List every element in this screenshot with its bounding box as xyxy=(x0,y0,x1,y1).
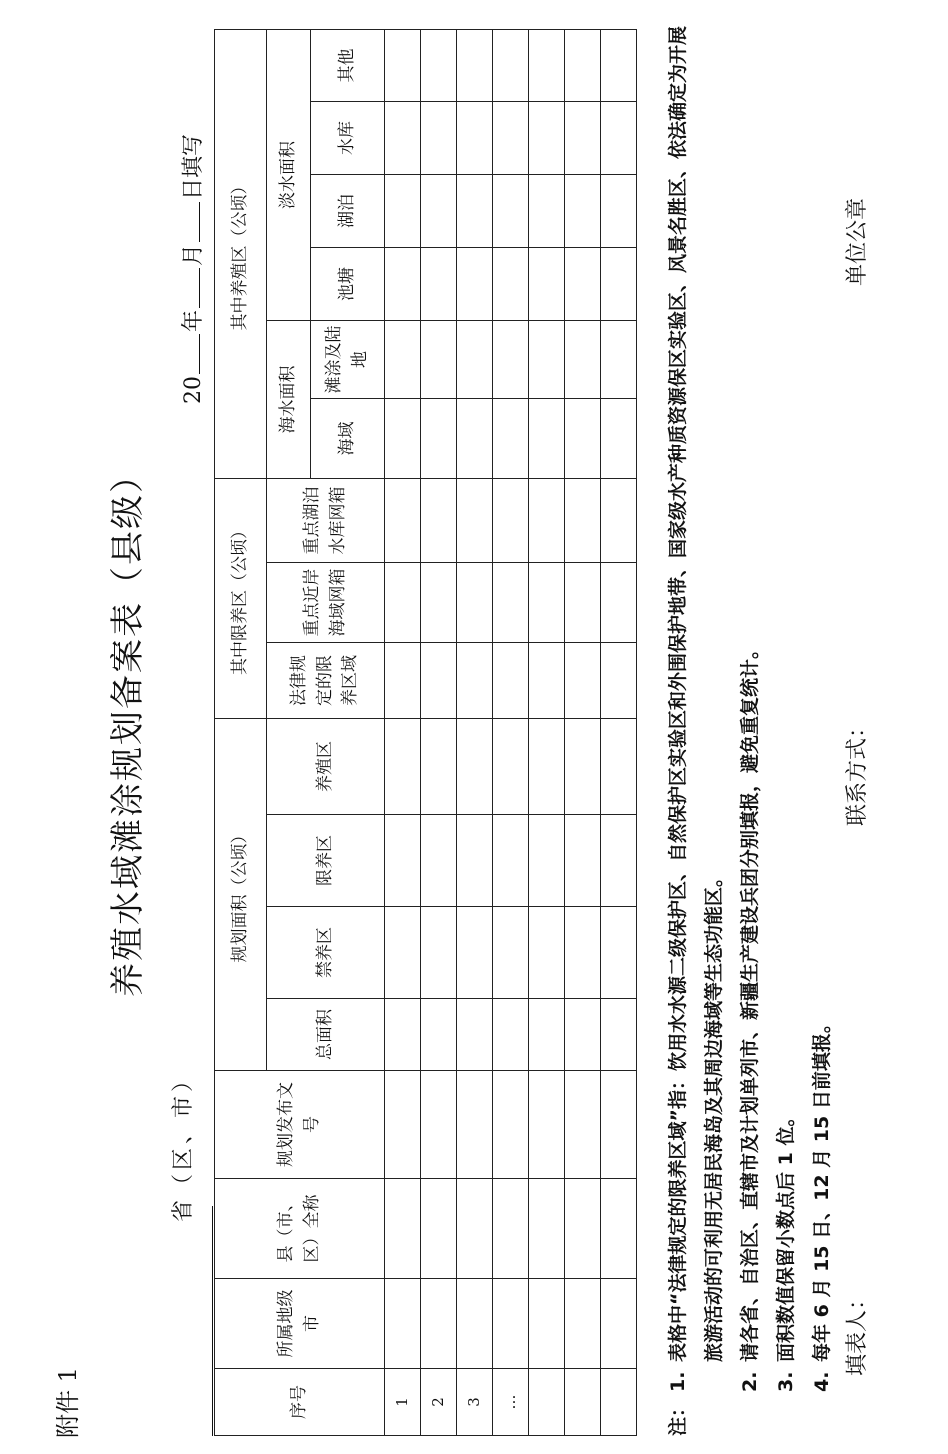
table-cell xyxy=(493,479,529,563)
table-cell xyxy=(457,719,493,815)
table-cell xyxy=(601,321,637,399)
table-row xyxy=(493,30,529,1436)
col-farming: 养殖区 xyxy=(267,719,385,815)
table-cell xyxy=(421,399,457,479)
col-county: 县（市、区）全称 xyxy=(215,1179,385,1279)
row-seq-cell: 1 xyxy=(385,1369,421,1436)
table-cell xyxy=(457,30,493,102)
col-reservoir: 水库 xyxy=(311,102,385,175)
table-cell xyxy=(529,907,565,999)
table-cell xyxy=(421,1179,457,1279)
col-sea-area: 海水面积 xyxy=(267,321,311,479)
table-row xyxy=(601,30,637,1436)
day-blank xyxy=(197,202,200,242)
table-cell xyxy=(421,999,457,1071)
table-cell xyxy=(385,30,421,102)
col-plan-area: 规划面积（公顷） xyxy=(215,719,267,1071)
table-cell xyxy=(457,1279,493,1369)
table-cell xyxy=(529,175,565,248)
table-cell xyxy=(385,248,421,321)
table-body xyxy=(385,30,637,1436)
col-fresh-area: 淡水面积 xyxy=(267,30,311,321)
table-cell xyxy=(385,479,421,563)
row-seq-cell xyxy=(601,1369,637,1436)
table-cell xyxy=(385,999,421,1071)
note-number: 2. xyxy=(739,1371,762,1392)
table-cell xyxy=(565,563,601,643)
table-cell xyxy=(565,1179,601,1279)
col-doc-no: 规划发布文号 xyxy=(215,1071,385,1179)
date-month: 月 xyxy=(181,243,206,266)
filler-label: 填表人： xyxy=(845,1287,870,1376)
col-city: 所属地级市 xyxy=(215,1279,385,1369)
table-cell xyxy=(493,248,529,321)
table-cell xyxy=(601,1071,637,1179)
notes-block xyxy=(660,16,840,1436)
page-title: 养殖水域滩涂规划备案表（县级） xyxy=(108,457,148,997)
table-cell xyxy=(493,907,529,999)
table-cell xyxy=(565,248,601,321)
col-total: 总面积 xyxy=(267,999,385,1071)
table-cell xyxy=(529,479,565,563)
table-cell xyxy=(601,248,637,321)
date-prefix: 20 xyxy=(181,376,206,404)
table-cell xyxy=(601,175,637,248)
col-lake: 湖泊 xyxy=(311,175,385,248)
table-cell xyxy=(565,643,601,719)
table-cell xyxy=(385,1279,421,1369)
table-cell xyxy=(565,907,601,999)
table-cell xyxy=(565,719,601,815)
table-cell xyxy=(493,399,529,479)
table-cell xyxy=(601,643,637,719)
table-cell xyxy=(601,102,637,175)
table-cell xyxy=(421,248,457,321)
table-cell xyxy=(601,479,637,563)
filing-table xyxy=(214,29,637,1436)
table-cell xyxy=(385,643,421,719)
year-blank xyxy=(197,334,200,374)
table-cell xyxy=(601,907,637,999)
table-cell xyxy=(457,815,493,907)
table-cell xyxy=(493,719,529,815)
col-lake-cage: 重点湖泊水库网箱 xyxy=(267,479,385,563)
table-cell xyxy=(493,321,529,399)
contact-label: 联系方式： xyxy=(845,715,870,826)
table-cell xyxy=(421,1279,457,1369)
province-label: 省（区、市） xyxy=(171,1065,196,1222)
seal-label: 单位公章 xyxy=(845,197,870,286)
note-item xyxy=(732,16,768,1436)
table-cell xyxy=(385,907,421,999)
province-underline xyxy=(212,1206,213,1436)
table-cell xyxy=(529,563,565,643)
table-cell xyxy=(457,399,493,479)
table-cell xyxy=(493,643,529,719)
table-cell xyxy=(529,248,565,321)
col-pond: 池塘 xyxy=(311,248,385,321)
table-cell xyxy=(457,643,493,719)
table-cell xyxy=(493,999,529,1071)
table-cell xyxy=(493,563,529,643)
table-cell xyxy=(601,815,637,907)
table-cell xyxy=(457,999,493,1071)
table-cell xyxy=(421,1071,457,1179)
attachment-label: 附件 1 xyxy=(54,1367,82,1438)
row-seq-cell: 3 xyxy=(457,1369,493,1436)
table-cell xyxy=(457,321,493,399)
table-cell xyxy=(565,102,601,175)
table-cell xyxy=(601,999,637,1071)
table-cell xyxy=(385,563,421,643)
col-forbidden: 禁养区 xyxy=(267,907,385,999)
table-cell xyxy=(493,1279,529,1369)
table-cell xyxy=(565,399,601,479)
col-legal-zone: 法律规定的限养区域 xyxy=(267,643,385,719)
table-cell xyxy=(385,815,421,907)
fill-date xyxy=(176,134,207,404)
table-cell xyxy=(421,815,457,907)
note-item xyxy=(768,16,804,1436)
row-seq-cell xyxy=(565,1369,601,1436)
table-cell xyxy=(385,175,421,248)
table-cell xyxy=(529,399,565,479)
month-blank xyxy=(197,268,200,308)
col-restricted: 限养区 xyxy=(267,815,385,907)
table-cell xyxy=(529,999,565,1071)
table-cell xyxy=(601,1179,637,1279)
date-day: 日填写 xyxy=(181,133,206,200)
table-cell xyxy=(493,815,529,907)
table-cell xyxy=(601,30,637,102)
table-row xyxy=(385,30,421,1436)
table-cell xyxy=(385,1179,421,1279)
table-cell xyxy=(421,719,457,815)
note-text: 表格中“法律规定的限养区域”指：饮用水水源二级保护区、自然保护区实验区和外围保护地带、国家级水产种质资源保区实验区、风景名胜区、依法确定为开展旅游活动的可利用无居民海岛及其周边海域等生态功能区。 xyxy=(667,26,726,1362)
note-item xyxy=(660,16,732,1436)
table-cell xyxy=(421,643,457,719)
notes-label: 注： xyxy=(667,1397,689,1436)
table-row xyxy=(421,30,457,1436)
table-cell xyxy=(565,1071,601,1179)
table-cell xyxy=(457,1179,493,1279)
table-cell xyxy=(493,1071,529,1179)
table-cell xyxy=(421,907,457,999)
table-row xyxy=(529,30,565,1436)
table-cell xyxy=(601,563,637,643)
table-cell xyxy=(601,1279,637,1369)
table-cell xyxy=(421,175,457,248)
table-cell xyxy=(565,175,601,248)
row-seq-cell: … xyxy=(493,1369,529,1436)
note-number: 4. xyxy=(811,1371,834,1392)
table-cell xyxy=(529,643,565,719)
table-cell xyxy=(565,999,601,1071)
table-cell xyxy=(385,719,421,815)
table-cell xyxy=(529,1071,565,1179)
table-cell xyxy=(565,479,601,563)
table-cell xyxy=(601,719,637,815)
row-seq-cell xyxy=(529,1369,565,1436)
col-farming-group: 其中养殖区（公顷） xyxy=(215,30,267,479)
row-seq-cell: 2 xyxy=(421,1369,457,1436)
table-cell xyxy=(601,399,637,479)
table-cell xyxy=(457,102,493,175)
col-mudflat: 滩涂及陆地 xyxy=(311,321,385,399)
note-item xyxy=(804,16,840,1436)
note-number: 3. xyxy=(775,1371,798,1392)
table-cell xyxy=(385,399,421,479)
table-cell xyxy=(493,30,529,102)
table-cell xyxy=(529,719,565,815)
table-cell xyxy=(385,102,421,175)
table-cell xyxy=(421,563,457,643)
table-cell xyxy=(529,815,565,907)
col-near-sea-cage: 重点近岸海域网箱 xyxy=(267,563,385,643)
table-cell xyxy=(457,1071,493,1179)
table-cell xyxy=(565,1279,601,1369)
table-row xyxy=(565,30,601,1436)
table-cell xyxy=(385,321,421,399)
note-number: 1. xyxy=(667,1371,689,1392)
table-cell xyxy=(457,479,493,563)
note-text: 面积数值保留小数点后 1 位。 xyxy=(775,1107,798,1362)
table-cell xyxy=(529,1279,565,1369)
note-text: 请各省、自治区、直辖市及计划单列市、新疆生产建设兵团分别填报，避免重复统计。 xyxy=(739,639,762,1362)
table-cell xyxy=(421,479,457,563)
col-other: 其他 xyxy=(311,30,385,102)
table-cell xyxy=(493,175,529,248)
table-cell xyxy=(385,1071,421,1179)
table-row xyxy=(457,30,493,1436)
date-year: 年 xyxy=(181,309,206,332)
table-cell xyxy=(421,30,457,102)
table-cell xyxy=(421,321,457,399)
table-cell xyxy=(457,175,493,248)
table-cell xyxy=(529,102,565,175)
table-cell xyxy=(493,102,529,175)
table-cell xyxy=(457,248,493,321)
table-cell xyxy=(565,321,601,399)
table-cell xyxy=(565,815,601,907)
table-cell xyxy=(529,30,565,102)
table-cell xyxy=(421,102,457,175)
col-restricted-group: 其中限养区（公顷） xyxy=(215,479,267,719)
note-text: 每年 6 月 15 日、12 月 15 日前填报。 xyxy=(811,1014,834,1362)
table-cell xyxy=(565,30,601,102)
col-sea: 海域 xyxy=(311,399,385,479)
table-cell xyxy=(457,907,493,999)
table-cell xyxy=(529,321,565,399)
col-seq: 序号 xyxy=(215,1369,385,1436)
table-cell xyxy=(457,563,493,643)
table-cell xyxy=(529,1179,565,1279)
table-cell xyxy=(493,1179,529,1279)
